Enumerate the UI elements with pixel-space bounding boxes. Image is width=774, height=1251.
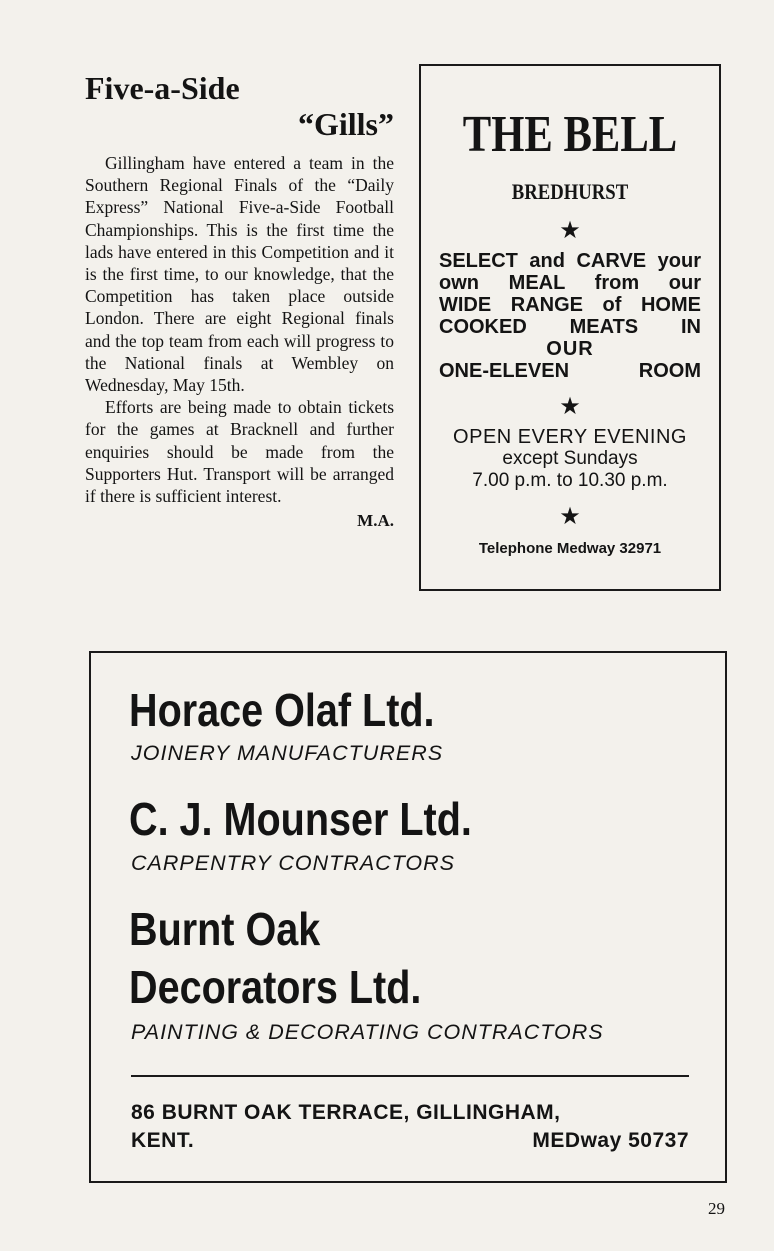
company-name: Burnt Oak	[129, 903, 321, 955]
hours-line: OPEN EVERY EVENING	[453, 426, 687, 448]
promo-line: ONE-ELEVEN ROOM	[439, 360, 701, 382]
star-icon: ★	[559, 502, 581, 530]
star-icon: ★	[559, 216, 581, 244]
address-row	[131, 1127, 689, 1155]
hours-line: except Sundays	[502, 448, 638, 469]
company-name: Horace Olaf Ltd.	[129, 684, 435, 736]
company-address	[131, 1099, 689, 1155]
article-paragraph: Gillingham have entered a team in the Southern Regional Finals of the “Daily Express” National Five-a-Side Football Championships. This is the first time the lads have entered in this Competition and it is the first time, to our knowledge, that the Competition has taken place outside London. There are eight Regional finals and the top team from each will progress to the National finals at Wembley on Wednesday, May 15th.	[85, 153, 394, 396]
hours-line: 7.00 p.m. to 10.30 p.m.	[472, 470, 668, 491]
promo-line: own MEAL from our	[439, 272, 701, 294]
divider	[131, 1075, 689, 1077]
bell-ad-promo	[439, 250, 701, 382]
bell-ad-telephone: Telephone Medway 32971	[478, 540, 662, 557]
bell-ad-location: BREDHURST	[511, 179, 629, 204]
promo-line: OUR	[546, 338, 594, 360]
address-phone: MEDway 50737	[532, 1129, 689, 1152]
promo-line: SELECT and CARVE your	[439, 250, 701, 272]
bell-advertisement	[419, 64, 721, 591]
article-signature: M.A.	[357, 511, 394, 531]
article-paragraph: Efforts are being made to obtain tickets for the games at Bracknell and further enquiries should be made from the Supporters Hut. Transport will be arranged if there is sufficient interest.	[85, 397, 394, 507]
bell-ad-hours	[421, 426, 719, 492]
page-number: 29	[708, 1199, 725, 1218]
address-line: 86 BURNT OAK TERRACE, GILLINGHAM,	[131, 1101, 561, 1124]
company-name: C. J. Mounser Ltd.	[129, 793, 472, 845]
promo-line: COOKED MEATS IN	[439, 316, 701, 338]
promo-line: WIDE RANGE of HOME	[439, 294, 701, 316]
article-body	[85, 152, 394, 507]
bell-ad-title: THE BELL	[462, 106, 678, 163]
article	[85, 70, 394, 531]
address-county: KENT.	[131, 1129, 195, 1152]
article-title-line1: Five-a-Side	[85, 70, 240, 106]
company-trade: PAINTING & DECORATING CONTRACTORS	[131, 1020, 604, 1044]
company-trade: CARPENTRY CONTRACTORS	[131, 851, 456, 875]
company-name: Decorators Ltd.	[129, 961, 422, 1013]
article-title-line2: “Gills”	[297, 106, 394, 142]
star-icon: ★	[559, 392, 581, 420]
company-trade: JOINERY MANUFACTURERS	[131, 741, 444, 765]
companies-advertisement	[89, 651, 727, 1183]
